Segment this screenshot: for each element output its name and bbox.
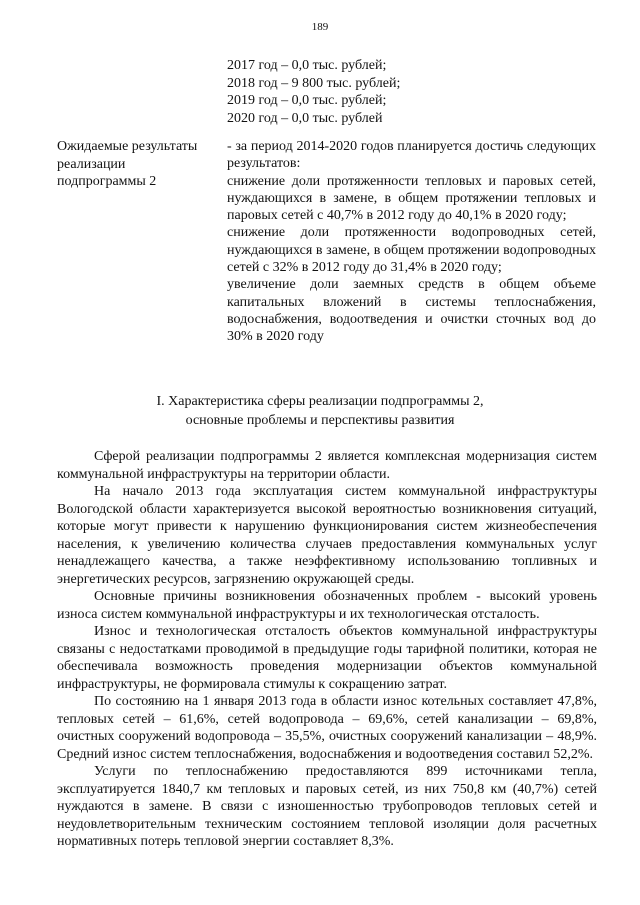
paragraph: По состоянию на 1 января 2013 года в области износ котельных составляет 47,8%, тепловых сетей – 61,6%, сетей водопровода – 69,6%, сетей канализации – 69,8%, очистных сооружений водопровода – 35,5%, очистных сооружений канализации – 48,9%. Средний износ систем теплоснабжения, водоснабжения и водоотведения составил 52,2%.	[57, 694, 597, 762]
paragraph: На начало 2013 года эксплуатация систем коммунальной инфраструктуры Вологодской области характеризуется высокой вероятностью возникновения ситуаций, которые могут привести к нарушению функционирования систем жизнеобеспечения населения, к увеличению количества случаев предоставления коммунальных услуг ненадлежащего качества, а также неэффективному использованию топливных и энергетических ресурсов, загрязнению окружающей среды.	[57, 484, 597, 587]
paragraph: Сферой реализации подпрограммы 2 является комплексная модернизация систем коммунальной инфраструктуры на территории области.	[57, 449, 597, 482]
paragraph: Услуги по теплоснабжению предоставляются 899 источниками тепла, эксплуатируется 1840,7 км тепловых и паровых сетей, из них 750,8 км (40,7%) сетей нуждаются в замене. В связи с изношенностью трубопроводов тепловых сетей и неудовлетворительным техническим состоянием тепловой изоляции доля расчетных нормативных потерь тепловой энергии составляет 8,3%.	[57, 764, 597, 849]
results-label-line: подпрограммы 2	[57, 174, 157, 189]
section-heading	[0, 393, 640, 430]
funding-line-2019: 2019 год – 0,0 тыс. рублей;	[227, 93, 387, 108]
funding-line-2017: 2017 год – 0,0 тыс. рублей;	[227, 58, 387, 73]
body-text	[57, 448, 597, 851]
result-item-heat-networks: снижение доли протяженности тепловых и паровых сетей, нуждающихся в замене, в общем протяжении тепловых и паровых сетей с 40,7% в 2012 году до 40,1% в 2020 году;	[227, 173, 596, 224]
results-intro: - за период 2014-2020 годов планируется достичь следующих результатов:	[227, 139, 596, 172]
paragraph: Основные причины возникновения обозначенных проблем - высокий уровень износа систем коммунальной инфраструктуры и их технологическая отсталость.	[57, 589, 597, 622]
expected-results-text	[227, 138, 596, 346]
section-heading-line2: основные проблемы и перспективы развития	[185, 412, 455, 428]
results-label-line: реализации	[57, 156, 126, 172]
result-item-borrowed-funds: увеличение доли заемных средств в общем объеме капитальных вложений в системы теплоснабжения, водоснабжения, водоотведения и очистки сточных вод до 30% в 2020 году	[227, 277, 596, 345]
page-number: 189	[311, 21, 329, 33]
funding-line-2018: 2018 год – 9 800 тыс. рублей;	[227, 75, 401, 91]
section-heading-line1: I. Характеристика сферы реализации подпрограммы 2,	[156, 394, 484, 409]
paragraph: Износ и технологическая отсталость объектов коммунальной инфраструктуры связаны с недостатками проводимой в предыдущие годы тарифной политики, которая не обеспечивала возможность проведения модернизации объектов коммунальной инфраструктуры, не формировала стимулы к сокращению затрат.	[57, 624, 597, 692]
result-item-water-networks: снижение доли протяженности водопроводных сетей, нуждающихся в замене, в общем протяжении водопроводных сетей с 32% в 2012 году до 31,4% в 2020 году;	[227, 225, 596, 276]
expected-results-label	[57, 138, 222, 191]
funding-by-year	[227, 57, 587, 127]
funding-line-2020: 2020 год – 0,0 тыс. рублей	[227, 110, 383, 126]
results-label-line: Ожидаемые результаты	[57, 139, 198, 154]
